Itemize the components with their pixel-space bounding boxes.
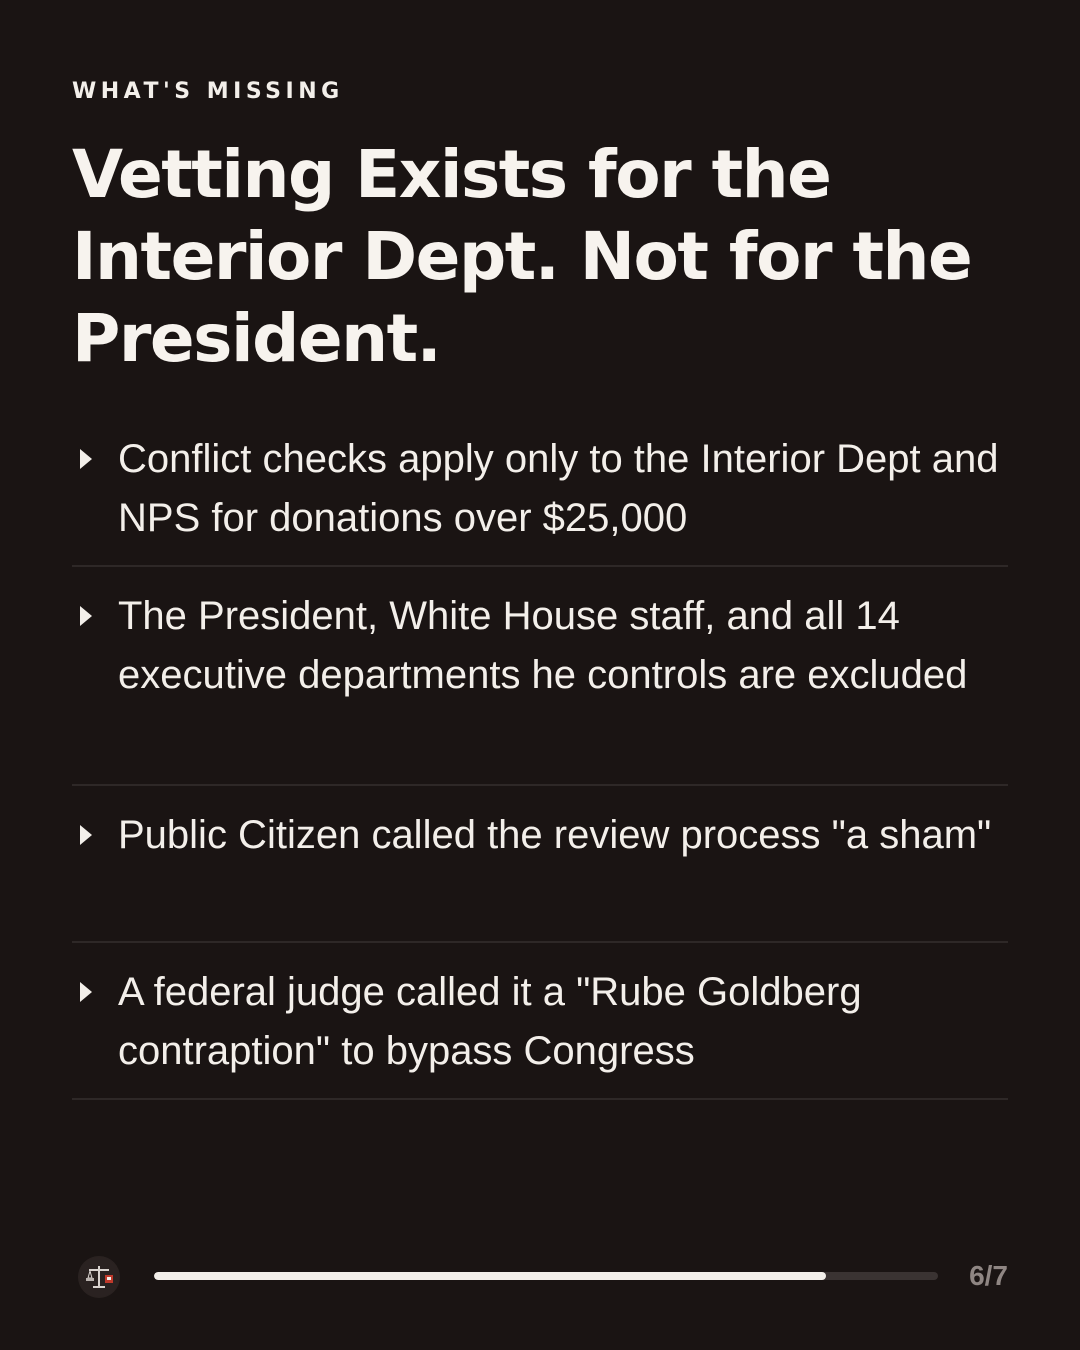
list-item	[72, 943, 1008, 1100]
triangle-right-icon	[80, 449, 92, 469]
bullet-text: Conflict checks apply only to the Interior Dept and NPS for donations over $25,000	[118, 437, 999, 540]
progress-bar	[154, 1272, 938, 1280]
list-item	[72, 567, 1008, 786]
list-item	[72, 786, 1008, 943]
section-eyebrow: WHAT'S MISSING	[72, 79, 344, 104]
scales-of-justice-icon	[78, 1256, 120, 1298]
bullet-text: The President, White House staff, and all 14 executive departments he controls are excluded	[118, 594, 968, 697]
progress-bar-fill	[154, 1272, 826, 1280]
bullet-text: Public Citizen called the review process "a sham"	[118, 813, 992, 857]
triangle-right-icon	[80, 825, 92, 845]
triangle-right-icon	[80, 982, 92, 1002]
bullet-text: A federal judge called it a "Rube Goldberg contraption" to bypass Congress	[118, 970, 862, 1073]
logo-graphic	[78, 1256, 120, 1298]
page-indicator: 6/7	[969, 1260, 1008, 1291]
list-item	[72, 428, 1008, 567]
triangle-right-icon	[80, 606, 92, 626]
bullet-list	[72, 428, 1008, 1100]
slide-headline: Vetting Exists for the Interior Dept. Not for the President.	[72, 136, 972, 377]
